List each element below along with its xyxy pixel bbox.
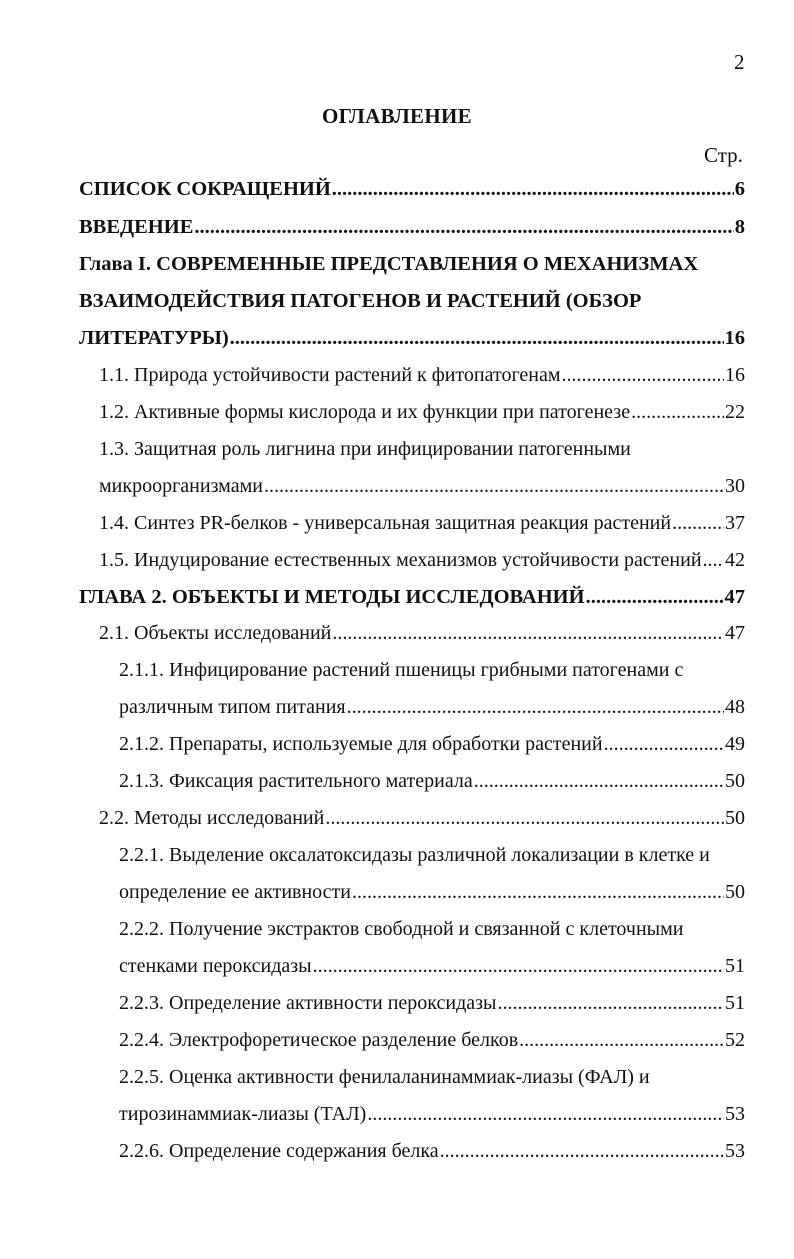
toc-entry-2-1-3[interactable] (119, 766, 745, 796)
toc-leader (332, 618, 724, 648)
toc-page-number: 37 (725, 512, 745, 534)
toc-entry-text: 2.2.6. Определение содержания белка (119, 1140, 439, 1162)
toc-leader (497, 988, 724, 1018)
toc-entry-text: 2.2.4. Электрофоретическое разделение белков (119, 1029, 519, 1051)
toc-leader (313, 951, 724, 981)
toc-entry-text: 1.1. Природа устойчивости растений к фитопатогенам (99, 364, 561, 386)
toc-leader (440, 1136, 724, 1166)
toc-leader (672, 508, 724, 538)
toc-page-number: 50 (725, 807, 745, 829)
page-title: ОГЛАВЛЕНИЕ (322, 104, 472, 128)
toc-leader (332, 174, 734, 204)
toc-page-number: 51 (725, 955, 745, 977)
toc-entry-2-2-4[interactable] (119, 1025, 745, 1055)
toc-entry-1-1[interactable] (99, 360, 745, 390)
page-column-label: Стр. (704, 143, 743, 167)
toc-entry-text: ЛИТЕРАТУРЫ) (79, 327, 229, 349)
toc-entry-text: 1.2. Активные формы кислорода и их функции при патогенезе (99, 401, 631, 423)
toc-entry-2-2-3[interactable] (119, 988, 745, 1018)
toc-leader (604, 729, 724, 759)
toc-page-number: 53 (725, 1103, 745, 1125)
toc-page-number: 50 (725, 881, 745, 903)
toc-entry-2-2-6[interactable] (119, 1136, 745, 1166)
toc-page-number: 30 (725, 475, 745, 497)
toc-page-number: 52 (725, 1029, 745, 1051)
toc-entry-chapter1-line2[interactable]: ВЗАИМОДЕЙСТВИЯ ПАТОГЕНОВ И РАСТЕНИЙ (ОБЗОР (79, 290, 642, 312)
toc-entry-1-4[interactable] (99, 508, 745, 538)
toc-entry-text: ВВЕДЕНИЕ (79, 216, 194, 238)
toc-leader (230, 323, 724, 353)
toc-page-number: 42 (725, 549, 745, 571)
toc-entry-text: 2.1.3. Фиксация растительного материала (119, 770, 473, 792)
toc-entry-introduction[interactable] (79, 212, 745, 242)
toc-leader (347, 692, 724, 722)
toc-page-number: 48 (725, 696, 745, 718)
toc-page-number: 22 (725, 401, 745, 423)
toc-entry-text: 1.5. Индуцирование естественных механизмов устойчивости растений (99, 549, 702, 571)
toc-page-number: 50 (725, 770, 745, 792)
toc-page-number: 47 (725, 622, 745, 644)
toc-entry-text: 2.1. Объекты исследований (99, 622, 332, 644)
toc-leader (562, 360, 725, 390)
toc-page-number: 6 (734, 178, 745, 200)
toc-leader (474, 766, 724, 796)
toc-entry-2-2-2-line1[interactable]: 2.2.2. Получение экстрактов свободной и связанной с клеточными (119, 918, 684, 940)
toc-leader (703, 545, 724, 575)
toc-entry-2-1-2[interactable] (119, 729, 745, 759)
toc-leader (519, 1025, 724, 1055)
toc-entry-2-2-1-line1[interactable]: 2.2.1. Выделение оксалатоксидазы различной локализации в клетке и (119, 844, 710, 866)
toc-leader (352, 877, 724, 907)
toc-entry-1-5[interactable] (99, 545, 745, 575)
toc-entry-abbreviations[interactable] (79, 174, 745, 204)
toc-page-number: 49 (725, 733, 745, 755)
toc-page-number: 47 (724, 586, 745, 608)
toc-leader (325, 803, 724, 833)
toc-entry-2-2-5-line1[interactable]: 2.2.5. Оценка активности фенилаланинаммиак-лиазы (ФАЛ) и (119, 1066, 650, 1088)
toc-entry-text: 2.2. Методы исследований (99, 807, 325, 829)
toc-entry-2-2-1[interactable] (119, 877, 745, 907)
toc-page-number: 16 (725, 364, 745, 386)
toc-entry-text: 1.4. Синтез PR-белков - универсальная защитная реакция растений (99, 512, 672, 534)
toc-entry-chapter2[interactable] (79, 582, 745, 612)
toc-page-number: 8 (734, 216, 745, 238)
toc-entry-text: различным типом питания (119, 696, 346, 718)
toc-entry-text: определение ее активности (119, 881, 352, 903)
toc-entry-2-2[interactable] (99, 803, 745, 833)
toc-leader (586, 582, 724, 612)
toc-page-number: 53 (725, 1140, 745, 1162)
toc-entry-2-1-1[interactable] (119, 692, 745, 722)
toc-entry-2-1-1-line1[interactable]: 2.1.1. Инфицирование растений пшеницы грибными патогенами с (119, 659, 684, 681)
toc-leader (264, 471, 724, 501)
toc-entry-text: микроорганизмами (99, 475, 263, 497)
toc-entry-text: стенками пероксидазы (119, 955, 312, 977)
toc-leader (367, 1099, 724, 1129)
toc-entry-2-1[interactable] (99, 618, 745, 648)
toc-entry-text: 2.2.3. Определение активности пероксидазы (119, 992, 497, 1014)
toc-entry-2-2-2[interactable] (119, 951, 745, 981)
toc-leader (194, 212, 733, 242)
toc-entry-chapter1-line1[interactable]: Глава I. СОВРЕМЕННЫЕ ПРЕДСТАВЛЕНИЯ О МЕХАНИЗМАХ (79, 253, 699, 275)
toc-page-number: 16 (724, 327, 745, 349)
toc-entry-text: СПИСОК СОКРАЩЕНИЙ (79, 178, 331, 200)
toc-entry-1-3[interactable] (99, 471, 745, 501)
page-number: 2 (734, 50, 745, 74)
toc-entry-2-2-5[interactable] (119, 1099, 745, 1129)
toc-leader (631, 397, 724, 427)
toc-entry-chapter1[interactable] (79, 323, 745, 353)
toc-entry-1-2[interactable] (99, 397, 745, 427)
toc-entry-1-3-line1[interactable]: 1.3. Защитная роль лигнина при инфицировании патогенными (99, 438, 631, 460)
toc-entry-text: тирозинаммиак-лиазы (ТАЛ) (119, 1103, 367, 1125)
toc-entry-text: 2.1.2. Препараты, используемые для обработки растений (119, 733, 603, 755)
toc-entry-text: ГЛАВА 2. ОБЪЕКТЫ И МЕТОДЫ ИССЛЕДОВАНИЙ (79, 586, 585, 608)
toc-page-number: 51 (725, 992, 745, 1014)
